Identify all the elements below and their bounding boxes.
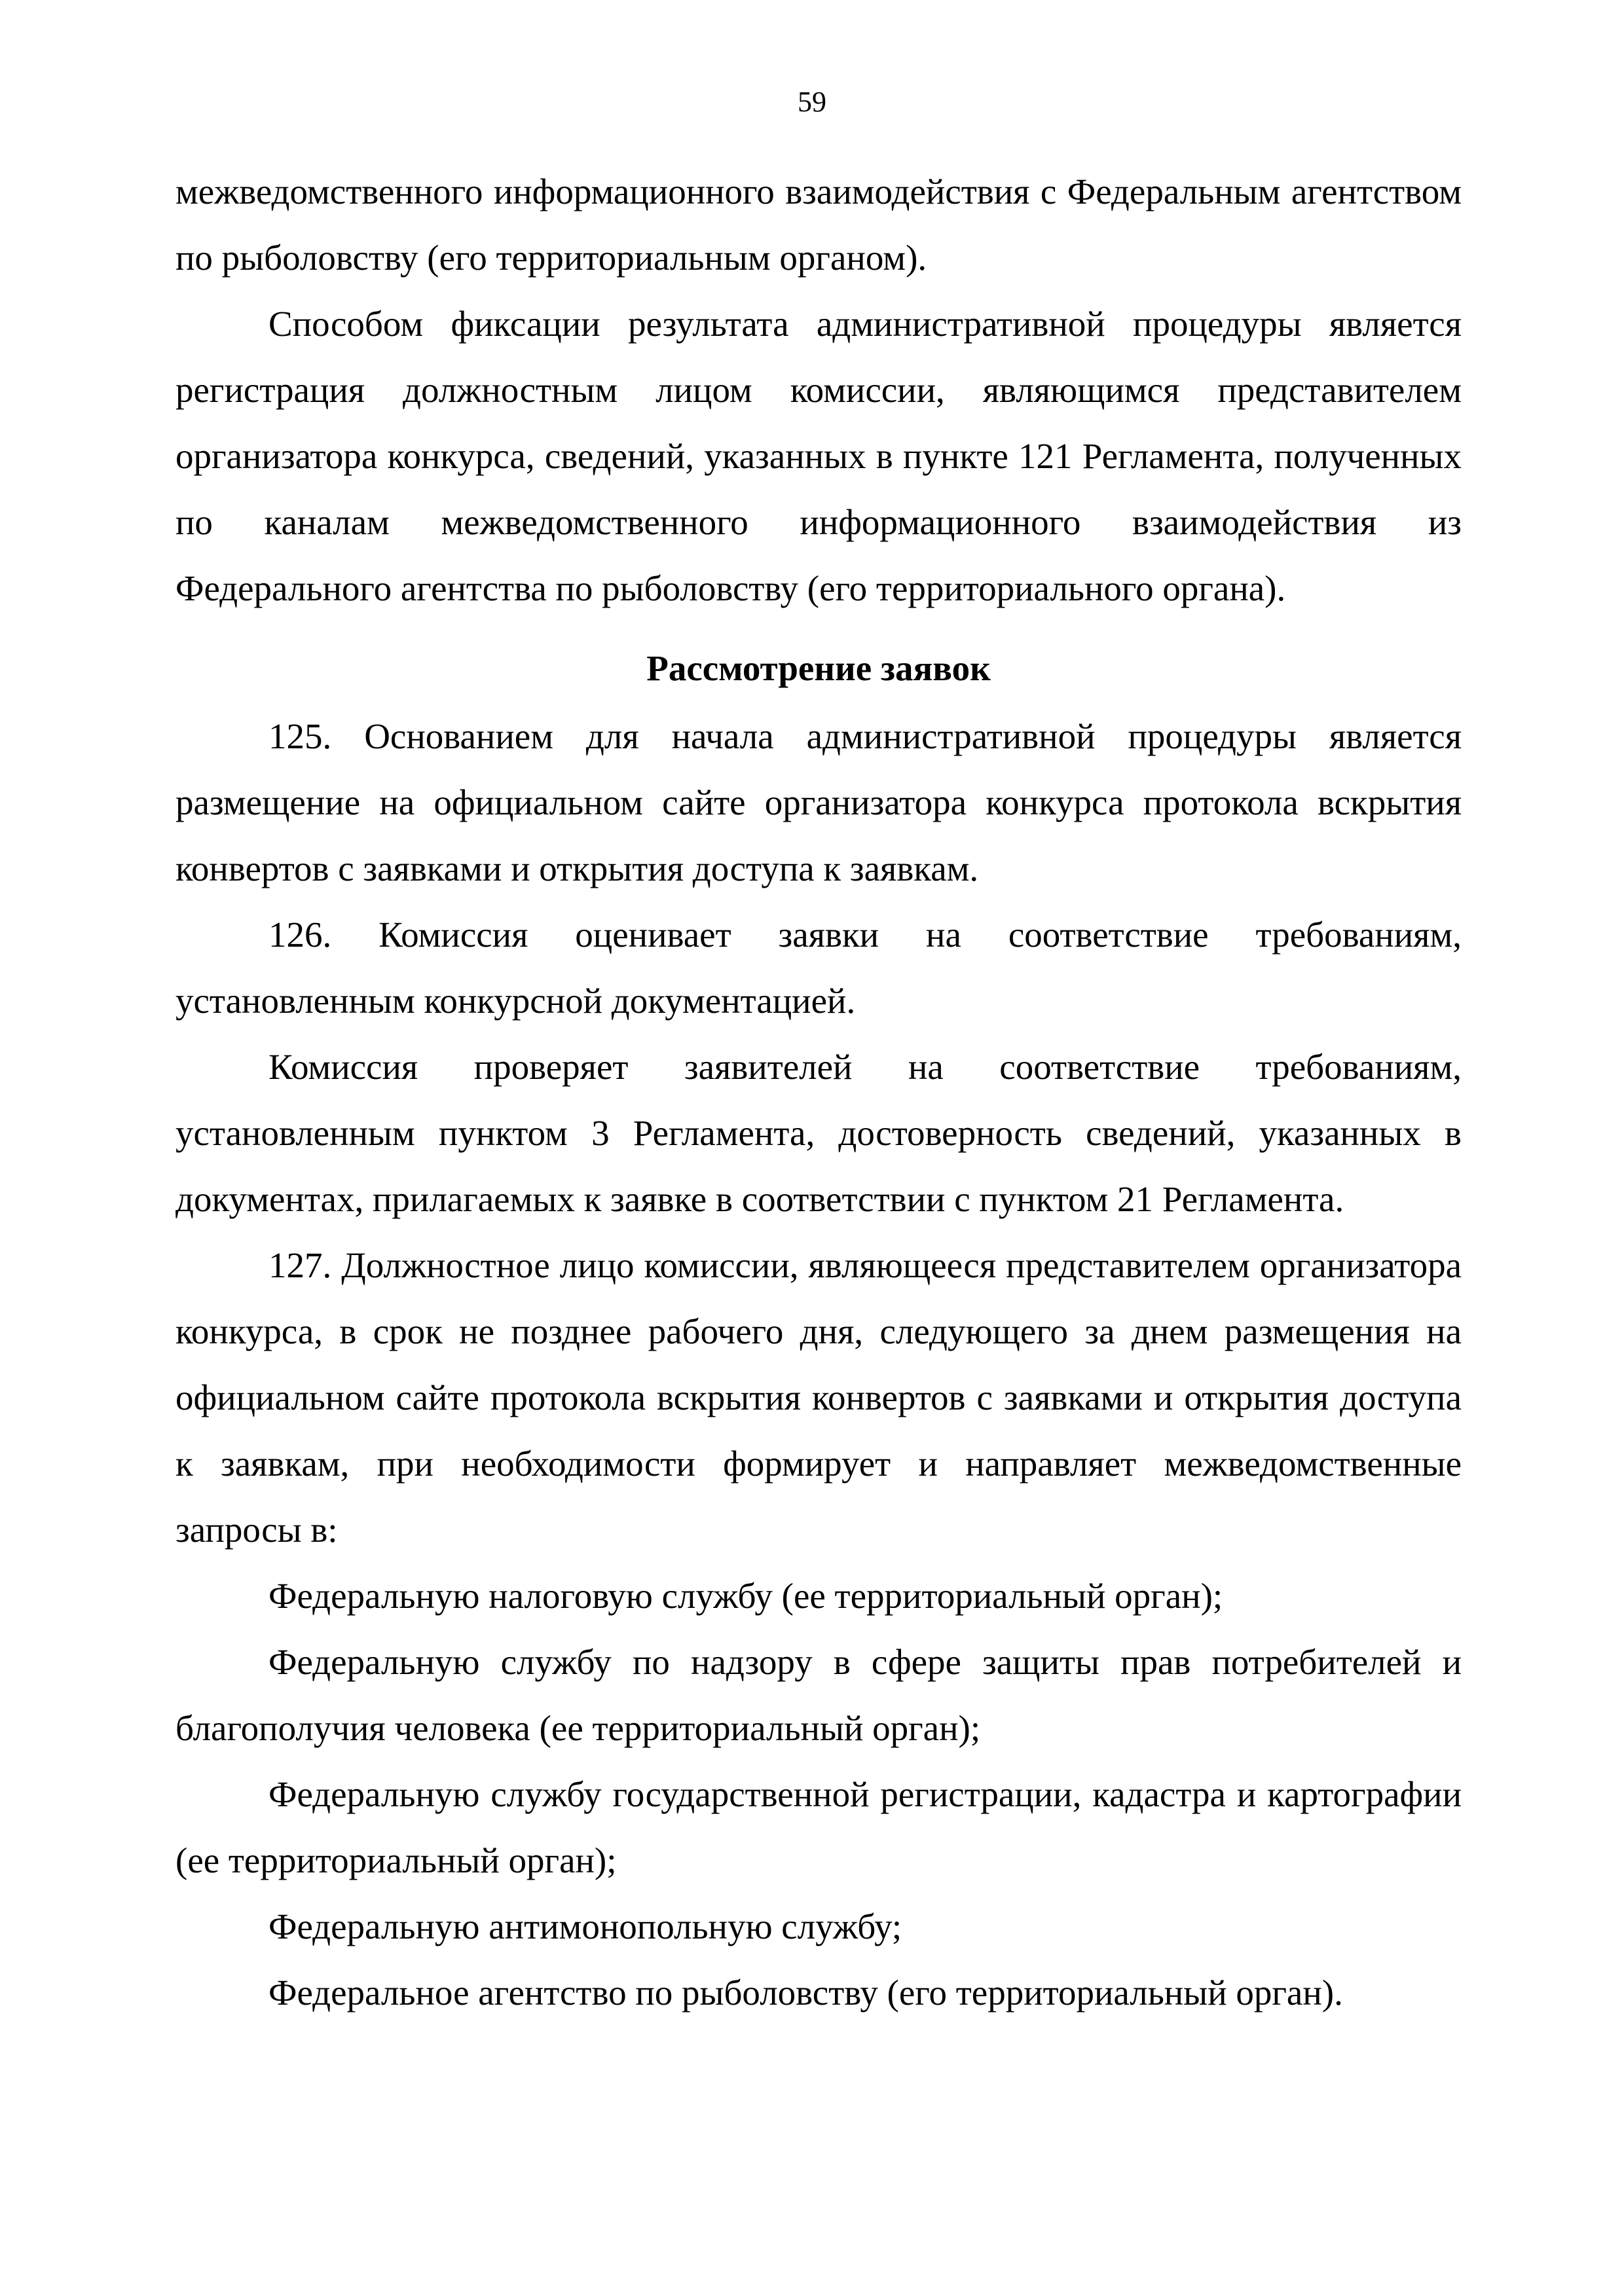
list-item-fishery-agency: Федеральное агентство по рыболовству (его территориальный орган).	[268, 1973, 1343, 2013]
list-item-consumer-protection-service: Федеральную службу по надзору в сфере защиты прав потребителей и благополучия человека (ее территориальный орган);	[175, 1642, 1462, 1748]
paragraph-commission-checks: Комиссия проверяет заявителей на соответствие требованиям, установленным пунктом 3 Регламента, достоверность сведений, указанных в документах, прилагаемых к заявке в соответствии с пунктом 21 Регламента.	[175, 1047, 1462, 1219]
paragraph-continuation: межведомственного информационного взаимодействия с Федеральным агентством по рыболовству (его территориальным органом).	[175, 172, 1462, 278]
page-number: 59	[798, 86, 826, 118]
list-item-antimonopoly-service: Федеральную антимонопольную службу;	[268, 1906, 902, 1946]
paragraph-125: 125. Основанием для начала административной процедуры является размещение на официальном сайте организатора конкурса протокола вскрытия конвертов с заявками и открытия доступа к заявкам.	[175, 716, 1462, 888]
list-item-registration-service: Федеральную службу государственной регистрации, кадастра и картографии (ее территориальный орган);	[175, 1774, 1462, 1880]
list-item-tax-service: Федеральную налоговую службу (ее территориальный орган);	[268, 1576, 1223, 1616]
paragraph-126: 126. Комиссия оценивает заявки на соответствие требованиям, установленным конкурсной документацией.	[175, 915, 1462, 1021]
paragraph-127: 127. Должностное лицо комиссии, являющееся представителем организатора конкурса, в срок не позднее рабочего дня, следующего за днем размещения на официальном сайте протокола вскрытия конвертов с заявками и открытия доступа к заявкам, при необходимости формирует и направляет межведомственные запросы в:	[175, 1245, 1462, 1550]
section-heading: Рассмотрение заявок	[646, 648, 991, 688]
document-body	[175, 158, 1462, 2026]
paragraph-result-fixation: Способом фиксации результата административной процедуры является регистрация должностным лицом комиссии, являющимся представителем организатора конкурса, сведений, указанных в пункте 121 Регламента, полученных по каналам межведомственного информационного взаимодействия из Федерального агентства по рыболовству (его территориального органа).	[175, 304, 1462, 608]
